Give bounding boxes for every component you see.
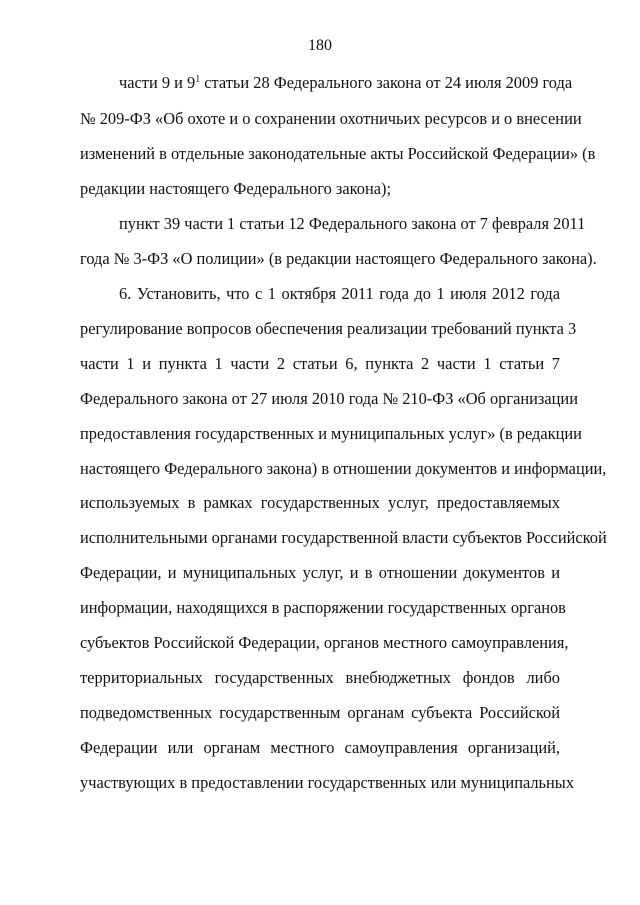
text-line-16: информации, находящихся в распоряжении государственных органов <box>80 598 566 617</box>
text-line-5: пункт 39 части 1 статьи 12 Федерального закона от 7 февраля 2011 <box>119 214 586 233</box>
page-number: 180 <box>308 37 332 54</box>
text-run: части 9 и 9 <box>119 73 196 92</box>
text-line-17: субъектов Российской Федерации, органов местного самоуправления, <box>80 633 569 652</box>
text-line-4: редакции настоящего Федерального закона); <box>80 179 392 198</box>
text-run: статьи 28 Федерального закона от 24 июля 2009 года <box>200 73 573 92</box>
superscript: 1 <box>195 74 201 85</box>
text-line-10: Федерального закона от 27 июля 2010 года № 210-ФЗ «Об организации <box>80 389 578 408</box>
text-line-2: № 209-ФЗ «Об охоте и о сохранении охотничьих ресурсов и о внесении <box>80 109 582 128</box>
text-line-11: предоставления государственных и муниципальных услуг» (в редакции <box>80 424 582 443</box>
text-line-9: части 1 и пункта 1 части 2 статьи 6, пункта 2 части 1 статьи 7 <box>80 354 560 373</box>
text-line-1 <box>119 72 573 94</box>
text-line-19: подведомственных государственным органам субъекта Российской <box>80 703 560 722</box>
text-line-6: года № 3-ФЗ «О полиции» (в редакции настоящего Федерального закона). <box>80 249 597 268</box>
text-line-7: 6. Установить, что с 1 октября 2011 года до 1 июля 2012 года <box>119 284 560 303</box>
text-line-20: Федерации или органам местного самоуправления организаций, <box>80 738 560 757</box>
text-line-12: настоящего Федерального закона) в отношении документов и информации, <box>80 459 607 478</box>
text-line-8: регулирование вопросов обеспечения реализации требований пункта 3 <box>80 319 577 338</box>
text-line-18: территориальных государственных внебюджетных фондов либо <box>80 668 560 687</box>
text-line-3: изменений в отдельные законодательные акты Российской Федерации» (в <box>80 144 596 163</box>
text-line-15: Федерации, и муниципальных услуг, и в отношении документов и <box>80 563 560 582</box>
text-line-21: участвующих в предоставлении государственных или муниципальных <box>80 773 575 792</box>
text-line-14: исполнительными органами государственной власти субъектов Российской <box>80 528 607 547</box>
text-line-13: используемых в рамках государственных услуг, предоставляемых <box>80 493 560 512</box>
